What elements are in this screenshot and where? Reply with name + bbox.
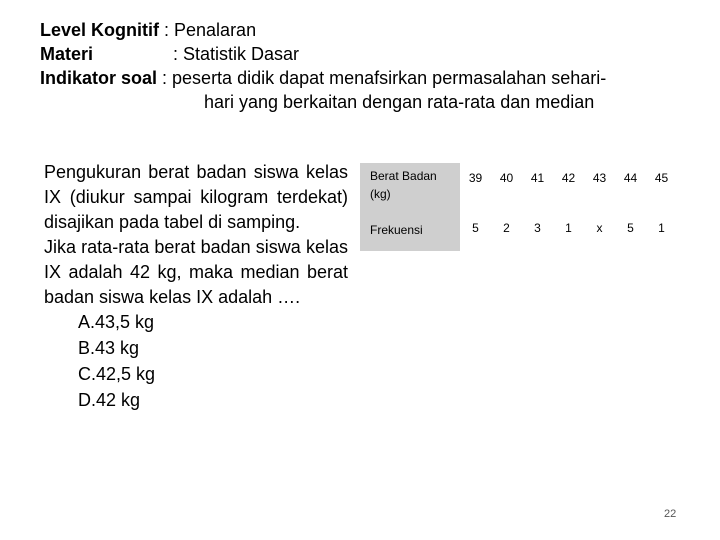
cognitive-level-line [40,18,700,42]
answer-options [78,310,348,414]
frequency-row [360,215,677,251]
frequency-cell: 2 [503,221,510,235]
indicator-value: : peserta didik dapat menafsirkan permasalahan sehari- [157,68,607,88]
question-prompt: Jika rata-rata berat badan siswa kelas IX adalah 42 kg, maka median berat badan siswa kelas IX adalah …. [44,237,348,307]
option-c: C.42,5 kg [78,364,156,384]
material-line [40,42,700,66]
frequency-table [360,163,677,251]
question-paragraph: Pengukuran berat badan siswa kelas IX (diukur sampai kilogram terdekat) disajikan pada tabel di samping. [44,162,348,232]
weight-cell: 43 [592,171,607,185]
weight-cell: 42 [561,171,576,185]
frequency-cell: 1 [658,221,665,235]
frequency-label: Frekuensi [360,215,460,251]
weight-cell: 40 [499,171,514,185]
frequency-cell: 3 [534,221,541,235]
option-d: D.42 kg [78,390,141,410]
question-block [44,160,348,414]
slide-header [40,18,700,114]
frequency-cell: 5 [627,221,634,235]
material-label: Materi [40,44,94,64]
option-a: A.43,5 kg [78,312,155,332]
indicator-continuation: hari yang berkaitan dengan rata-rata dan median [204,92,595,112]
weight-row [360,163,677,215]
frequency-cell: 1 [565,221,572,235]
option-b: B.43 kg [78,338,140,358]
weight-cell: 41 [530,171,545,185]
material-value: : Statistik Dasar [173,44,300,64]
frequency-cell: 5 [472,221,479,235]
weight-label: Berat Badan (kg) [360,163,460,215]
indicator-line [40,66,700,90]
cognitive-level-value: : Penalaran [159,20,257,40]
weight-cell: 44 [623,171,638,185]
frequency-cell: x [596,221,603,235]
indicator-label: Indikator soal [40,68,158,88]
page-number: 22 [664,508,677,520]
weight-cell: 39 [468,171,483,185]
weight-cell: 45 [654,171,669,185]
cognitive-level-label: Level Kognitif [40,20,160,40]
